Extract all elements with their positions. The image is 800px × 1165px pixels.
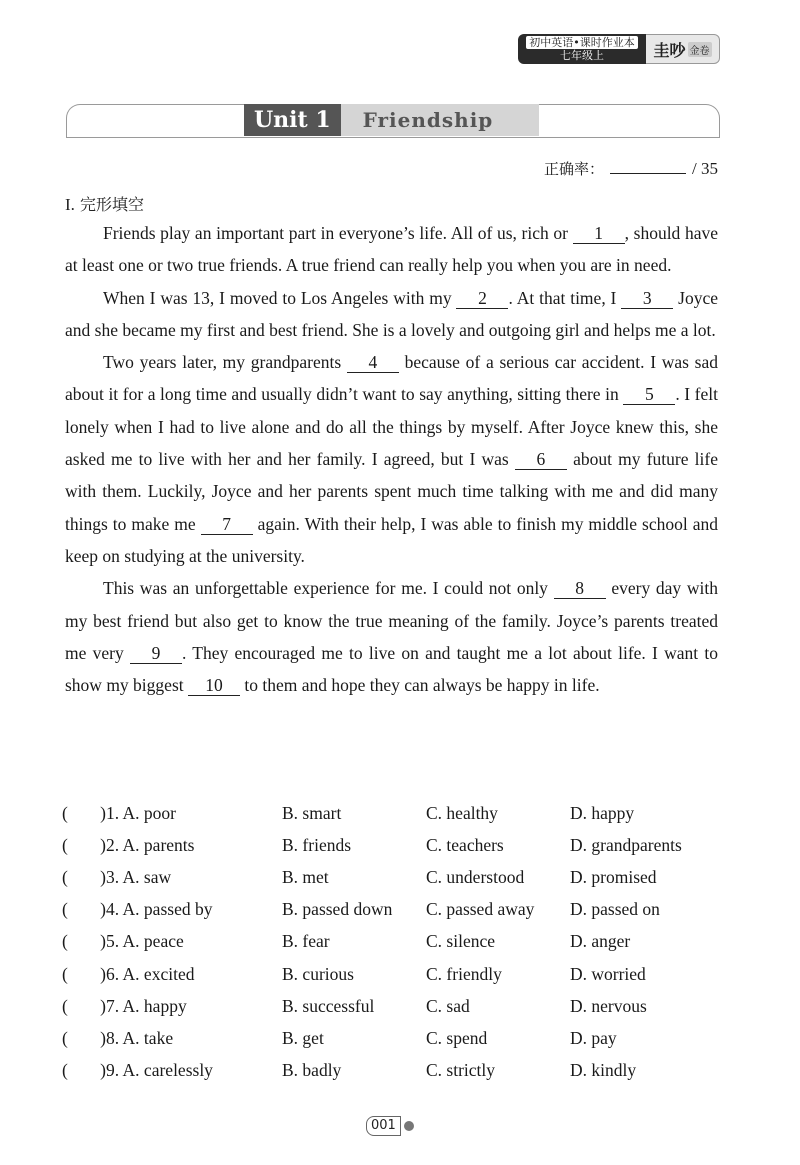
score-blank[interactable] [610, 159, 686, 174]
option-c: C. strictly [426, 1060, 496, 1081]
option-c: C. understood [426, 866, 525, 887]
question-row [62, 797, 742, 829]
cloze-passage [65, 217, 718, 701]
blank-7[interactable]: 7 [201, 514, 253, 535]
option-d: D. worried [570, 963, 646, 984]
option-b: B. passed down [282, 899, 393, 920]
question-row [62, 1055, 742, 1087]
text-run: every day with my best friend but also get to know the true meaning of the family. Joyce’s parents treated me very [65, 578, 718, 663]
option-a: 9. A. carelessly [106, 1060, 213, 1081]
series-badge [518, 34, 720, 64]
answer-bracket[interactable]: ( ) [62, 802, 106, 823]
option-c: C. healthy [426, 802, 498, 823]
option-d: D. promised [570, 866, 657, 887]
text-run: Two years later, my grandparents [103, 352, 347, 373]
text-run: because of a serious car accident. I was sad about it for a long time and usually didn’t want to say anything, sitting there in [65, 352, 718, 405]
unit-heading [244, 104, 539, 136]
option-c: C. teachers [426, 834, 504, 855]
text-run: . I felt lonely when I had to live alone and do all the things by myself. After Joyce knew this, she asked me to live with her and her family. I agreed, but I was [65, 384, 718, 470]
option-b: B. curious [282, 963, 354, 984]
question-row [62, 829, 742, 861]
blank-6[interactable]: 6 [515, 449, 567, 470]
unit-number: Unit 1 [244, 104, 341, 136]
page-number [366, 1116, 414, 1136]
text-run: to them and hope they can always be happy in life. [240, 675, 600, 696]
blank-3[interactable]: 3 [621, 288, 673, 309]
option-c: C. sad [426, 995, 470, 1016]
blank-5[interactable]: 5 [623, 384, 675, 405]
score-label: 正确率： [544, 160, 605, 178]
question-row [62, 1022, 742, 1054]
text-run: . They encouraged me to live on and taught me a lot about life. I want to show my biggest [65, 642, 718, 696]
option-a: 6. A. excited [106, 963, 195, 984]
option-b: B. smart [282, 802, 342, 823]
answer-bracket[interactable]: ( ) [62, 931, 106, 952]
option-c: C. passed away [426, 899, 535, 920]
option-a: 4. A. passed by [106, 899, 213, 920]
option-c: C. silence [426, 931, 496, 952]
option-d: D. pay [570, 1027, 617, 1048]
section-numeral: I. [65, 195, 75, 214]
text-run: , should have at least one or two true friends. A true friend can really help you when you are in need. [65, 223, 718, 276]
answer-bracket[interactable]: ( ) [62, 834, 106, 855]
answer-bracket[interactable]: ( ) [62, 899, 106, 920]
question-row [62, 990, 742, 1022]
option-b: B. fear [282, 931, 330, 952]
question-row [62, 926, 742, 958]
option-b: B. friends [282, 834, 352, 855]
answer-bracket[interactable]: ( ) [62, 1027, 106, 1048]
question-row [62, 861, 742, 893]
grade-label: 七年级上 [560, 49, 604, 62]
text-run: Friends play an important part in everyone’s life. All of us, rich or [103, 223, 573, 243]
blank-9[interactable]: 9 [130, 643, 182, 664]
option-a: 2. A. parents [106, 834, 195, 855]
text-run: When I was 13, I moved to Los Angeles with my [103, 287, 457, 308]
option-a: 5. A. peace [106, 931, 184, 952]
option-b: B. badly [282, 1060, 342, 1081]
series-title: 初中英语•课时作业本 [526, 36, 638, 49]
option-c: C. friendly [426, 963, 502, 984]
blank-4[interactable]: 4 [347, 352, 399, 373]
blank-8[interactable]: 8 [554, 578, 606, 599]
answer-bracket[interactable]: ( ) [62, 866, 106, 887]
brand-logo-sub: 金卷 [688, 42, 712, 57]
option-a: 7. A. happy [106, 995, 187, 1016]
answer-bracket[interactable]: ( ) [62, 995, 106, 1016]
question-row [62, 958, 742, 990]
blank-10[interactable]: 10 [188, 675, 240, 696]
answer-bracket[interactable]: ( ) [62, 963, 106, 984]
option-b: B. get [282, 1027, 324, 1048]
option-d: D. kindly [570, 1060, 637, 1081]
option-d: D. grandparents [570, 834, 682, 855]
text-run: . At that time, I [508, 287, 622, 308]
option-a: 1. A. poor [106, 802, 177, 823]
option-b: B. met [282, 866, 329, 887]
paragraph-2 [65, 282, 718, 347]
paragraph-1 [65, 217, 718, 282]
text-run: again. With their help, I was able to finish my middle school and keep on studying at the university. [65, 513, 718, 566]
paragraph-4 [65, 572, 718, 701]
page-number-label: 001 [366, 1116, 401, 1136]
paragraph-3 [65, 346, 718, 572]
option-d: D. happy [570, 802, 635, 823]
question-list [62, 797, 742, 1087]
answer-bracket[interactable]: ( ) [62, 1060, 106, 1081]
option-a: 3. A. saw [106, 866, 172, 887]
option-c: C. spend [426, 1027, 488, 1048]
section-name: 完形填空 [80, 195, 145, 214]
series-label [518, 34, 646, 64]
section-title [65, 192, 144, 215]
brand-logo-mark: 圭吵 [653, 40, 686, 60]
text-run: Joyce and she became my first and best friend. She is a lovely and outgoing girl and helps me a lot. [65, 287, 718, 340]
score-total: / 35 [692, 159, 718, 178]
text-run: This was an unforgettable experience for me. I could not only [103, 578, 554, 599]
blank-1[interactable]: 1 [573, 223, 625, 244]
score-line [544, 158, 718, 179]
option-b: B. successful [282, 995, 375, 1016]
option-a: 8. A. take [106, 1027, 174, 1048]
option-d: D. passed on [570, 899, 660, 920]
unit-title: Friendship [341, 104, 540, 136]
page-dot-icon [404, 1121, 414, 1131]
brand-logo [646, 34, 720, 64]
question-row [62, 894, 742, 926]
option-d: D. anger [570, 931, 631, 952]
text-run: about my future life with them. Luckily, Joyce and her parents spent much time talking with me and did many things to make me [65, 449, 718, 534]
option-d: D. nervous [570, 995, 647, 1016]
blank-2[interactable]: 2 [456, 288, 508, 309]
